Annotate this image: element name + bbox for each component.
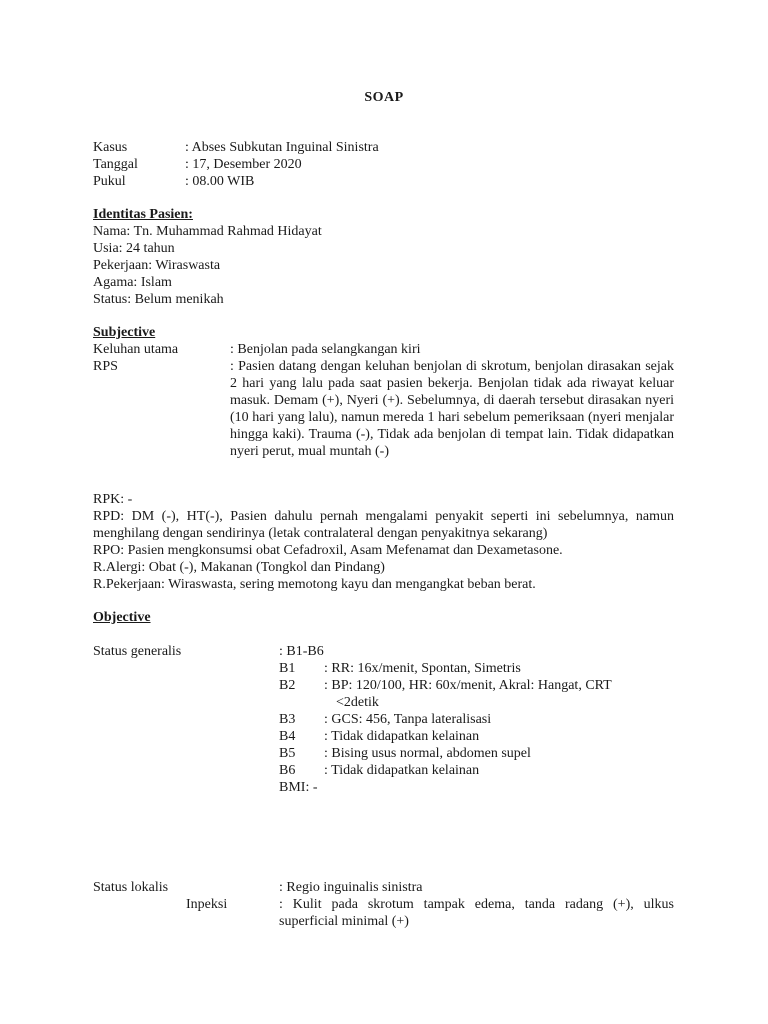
inpeksi-value: : Kulit pada skrotum tampak edema, tanda radang (+), ulkus superficial minimal (+) bbox=[279, 897, 674, 929]
b1-value: : RR: 16x/menit, Spontan, Simetris bbox=[324, 661, 521, 676]
identitas-usia: Usia: 24 tahun bbox=[93, 241, 175, 256]
identitas-status: Status: Belum menikah bbox=[93, 292, 224, 307]
rpd-line: RPD: DM (-), HT(-), Pasien dahulu pernah mengalami penyakit seperti ini sebelumnya, namun menghilang dengan sendirinya (letak contralateral dengan penyakitnya sekarang) bbox=[93, 509, 674, 541]
rps-label: RPS bbox=[93, 359, 118, 374]
status-lokalis-label: Status lokalis bbox=[93, 880, 169, 895]
pukul-value: : 08.00 WIB bbox=[185, 174, 255, 189]
status-generalis-label: Status generalis bbox=[93, 644, 182, 659]
pukul-label: Pukul bbox=[93, 174, 126, 189]
tanggal-value: : 17, Desember 2020 bbox=[185, 157, 302, 172]
r-pekerjaan-line: R.Pekerjaan: Wiraswasta, sering memotong kayu dan mengangkat beban berat. bbox=[93, 577, 536, 592]
b3-code: B3 bbox=[279, 712, 296, 727]
inpeksi-label: Inpeksi bbox=[186, 897, 228, 912]
rpk-line: RPK: - bbox=[93, 492, 133, 507]
b1-code: B1 bbox=[279, 661, 296, 676]
b2-value: : BP: 120/100, HR: 60x/menit, Akral: Hangat, CRT bbox=[324, 678, 612, 693]
rpo-line: RPO: Pasien mengkonsumsi obat Cefadroxil, Asam Mefenamat dan Dexametasone. bbox=[93, 543, 563, 558]
b5-value: : Bising usus normal, abdomen supel bbox=[324, 746, 531, 761]
rps-value: : Pasien datang dengan keluhan benjolan di skrotum, benjolan dirasakan sejak 2 hari yang lalu pada saat pasien bekerja. Benjolan tidak ada riwayat keluar masuk. Demam (+), Nyeri (+). Sebelumnya, di daerah tersebut dirasakan nyeri (10 hari yang lalu), namun mereda 1 hari sebelum pemeriksaan (nyeri menjalar hingga kaki). Trauma (-), Tidak ada benjolan di tempat lain. Tidak didapatkan nyeri perut, mual muntah (-) bbox=[230, 359, 674, 459]
b2-code: B2 bbox=[279, 678, 296, 693]
b6-code: B6 bbox=[279, 763, 296, 778]
b4-code: B4 bbox=[279, 729, 296, 744]
tanggal-label: Tanggal bbox=[93, 157, 138, 172]
kasus-label: Kasus bbox=[93, 140, 128, 155]
kasus-value: : Abses Subkutan Inguinal Sinistra bbox=[185, 140, 379, 155]
document-title: SOAP bbox=[364, 90, 404, 105]
b4-value: : Tidak didapatkan kelainan bbox=[324, 729, 480, 744]
status-lokalis-value: : Regio inguinalis sinistra bbox=[279, 880, 423, 895]
identitas-heading: Identitas Pasien: bbox=[93, 207, 193, 222]
b3-value: : GCS: 456, Tanpa lateralisasi bbox=[324, 712, 492, 727]
keluhan-value: : Benjolan pada selangkangan kiri bbox=[230, 342, 421, 357]
b2-value-cont: <2detik bbox=[336, 695, 379, 710]
identitas-agama: Agama: Islam bbox=[93, 275, 172, 290]
bmi-line: BMI: - bbox=[279, 780, 318, 795]
b5-code: B5 bbox=[279, 746, 296, 761]
subjective-heading: Subjective bbox=[93, 325, 156, 340]
identitas-pekerjaan: Pekerjaan: Wiraswasta bbox=[93, 258, 221, 273]
objective-heading: Objective bbox=[93, 610, 151, 625]
status-generalis-value: : B1-B6 bbox=[279, 644, 324, 659]
keluhan-label: Keluhan utama bbox=[93, 342, 179, 357]
b6-value: : Tidak didapatkan kelainan bbox=[324, 763, 480, 778]
identitas-nama: Nama: Tn. Muhammad Rahmad Hidayat bbox=[93, 224, 322, 239]
alergi-line: R.Alergi: Obat (-), Makanan (Tongkol dan Pindang) bbox=[93, 560, 385, 575]
